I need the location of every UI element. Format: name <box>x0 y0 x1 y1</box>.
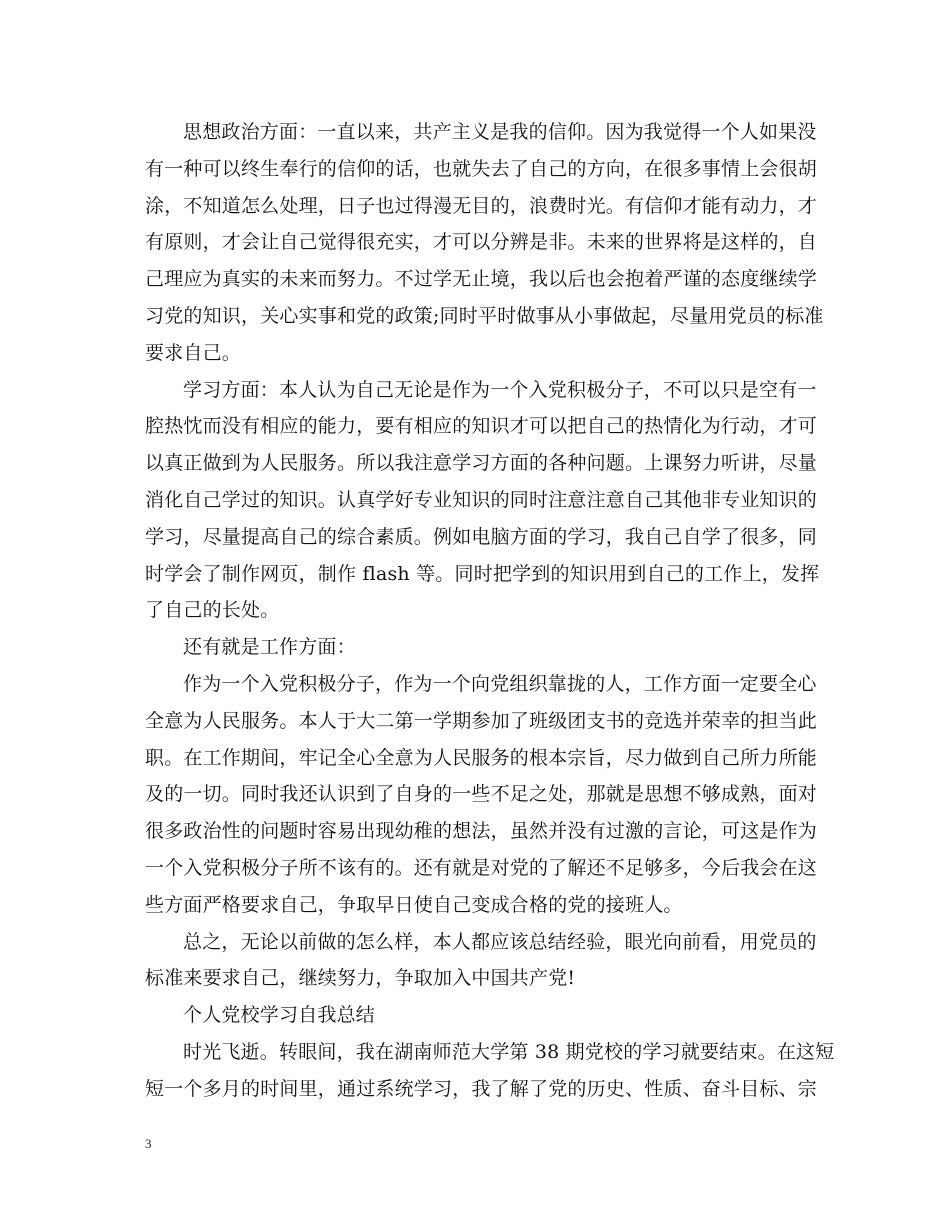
paragraph-study-line-2: 腔热忱而没有相应的能力，要有相应的知识才可以把自己的热情化为行动，才可 <box>145 415 818 438</box>
paragraph-ideology-line-6: 习党的知识，关心实事和党的政策;同时平时做事从小事做起，尽量用党员的标准 <box>145 304 824 327</box>
paragraph-study-line-1: 学习方面：本人认为自己无论是作为一个入党积极分子，不可以只是空有一 <box>183 378 817 401</box>
paragraph-work-line-2: 全意为人民服务。本人于大二第一学期参加了班级团支书的竞选并荣幸的担当此 <box>145 709 818 732</box>
paragraph-work-line-6: 一个入党积极分子所不该有的。还有就是对党的了解还不足够多，今后我会在这 <box>145 856 818 879</box>
paragraph-study-line-5: 学习，尽量提高自己的综合素质。例如电脑方面的学习，我自己自学了很多，同 <box>145 525 818 548</box>
paragraph-study-line-7: 了自己的长处。 <box>145 599 280 622</box>
paragraph-work-line-4: 及的一切。同时我还认识到了自身的一些不足之处，那就是思想不够成熟，面对 <box>145 783 818 806</box>
paragraph-conclusion-line-1: 总之，无论以前做的怎么样，本人都应该总结经验，眼光向前看，用党员的 <box>183 930 817 953</box>
heading-work: 还有就是工作方面： <box>183 636 356 659</box>
paragraph-work-line-3: 职。在工作期间，牢记全心全意为人民服务的根本宗旨，尽力做到自己所力所能 <box>145 746 818 769</box>
paragraph-work-line-5: 很多政治性的问题时容易出现幼稚的想法，虽然并没有过激的言论，可这是作为 <box>145 820 818 843</box>
paragraph-work-line-1: 作为一个入党积极分子，作为一个向党组织靠拢的人，工作方面一定要全心 <box>183 672 817 695</box>
paragraph-work-line-7: 些方面严格要求自己，争取早日使自己变成合格的党的接班人。 <box>145 893 683 916</box>
body-text <box>145 114 835 1108</box>
paragraph-ideology-line-7: 要求自己。 <box>145 341 242 364</box>
paragraph-conclusion-line-2: 标准来要求自己，继续努力，争取加入中国共产党! <box>145 967 576 990</box>
page-number: 3 <box>145 1136 152 1151</box>
paragraph-ideology-line-5: 己理应为真实的未来而努力。不过学无止境，我以后也会抱着严谨的态度继续学 <box>145 268 818 291</box>
paragraph-ideology-line-1: 思想政治方面：一直以来，共产主义是我的信仰。因为我觉得一个人如果没 <box>183 121 817 143</box>
paragraph-ideology-line-3: 涂，不知道怎么处理，日子也过得漫无目的，浪费时光。有信仰才能有动力，才 <box>145 194 818 217</box>
paragraph-study-line-4: 消化自己学过的知识。认真学好专业知识的同时注意注意自己其他非专业知识的 <box>145 488 818 511</box>
paragraph-study-line-3: 以真正做到为人民服务。所以我注意学习方面的各种问题。上课努力听讲，尽量 <box>145 452 818 475</box>
paragraph-ideology-line-4: 有原则，才会让自己觉得很充实，才可以分辨是非。未来的世界将是这样的，自 <box>145 231 818 254</box>
paragraph-ideology-line-2: 有一种可以终生奉行的信仰的话，也就失去了自己的方向，在很多事情上会很胡 <box>145 157 818 180</box>
paragraph-study-line-6: 时学会了制作网页，制作 flash 等。同时把学到的知识用到自己的工作上，发挥 <box>145 562 820 585</box>
paragraph-summary-line-2: 短一个多月的时间里，通过系统学习，我了解了党的历史、性质、奋斗目标、宗 <box>145 1077 818 1100</box>
section-title: 个人党校学习自我总结 <box>183 1004 376 1027</box>
paragraph-summary-line-1: 时光飞逝。转眼间，我在湖南师范大学第 38 期党校的学习就要结束。在这短 <box>183 1040 835 1063</box>
